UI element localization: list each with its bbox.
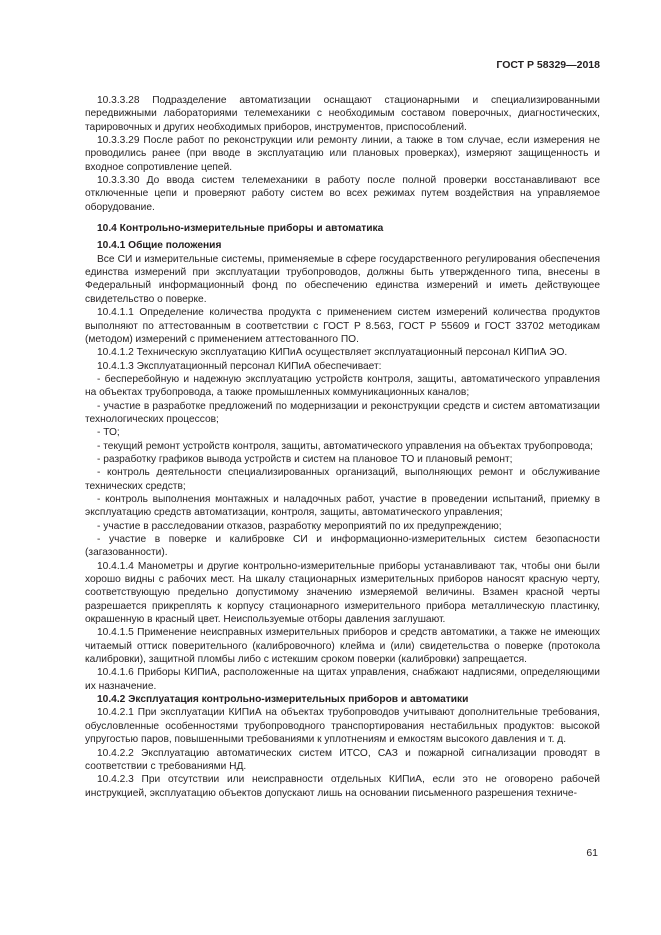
- list-item: - ТО;: [97, 427, 120, 439]
- list-item: - текущий ремонт устройств контроля, защиты, автоматического управления на объектах трубопровода;: [97, 440, 593, 452]
- list-item: - бесперебойную и надежную эксплуатацию устройств контроля, защиты, автоматического управления на объектах трубопровода, а также промышленных коммуникационных каналов;: [85, 373, 600, 399]
- standard-header: ГОСТ Р 58329—2018: [496, 59, 600, 71]
- paragraph-10-4-1-6: 10.4.1.6 Приборы КИПиА, расположенные на щитах управления, снабжают надписями, определяющими их назначение.: [85, 667, 600, 692]
- paragraph-10-3-3-29: 10.3.3.29 После работ по реконструкции или ремонту линии, а также в том случае, если измерения не проводились ранее (при вводе в эксплуатацию или плановых проверках), измеряют защищенность и входное сопротивление цепей.: [85, 135, 600, 173]
- document-body: [85, 94, 600, 800]
- paragraph-10-4-1-2: 10.4.1.2 Техническую эксплуатацию КИПиА осуществляет эксплуатационный персонал КИПиА ЭО.: [97, 347, 568, 359]
- subsection-heading-10-4-2: 10.4.2 Эксплуатация контрольно-измерительных приборов и автоматики: [97, 694, 469, 706]
- list-item: - контроль деятельности специализированных организаций, выполняющих ремонт и обслуживание технических средств;: [85, 467, 600, 492]
- list-item: - участие в расследовании отказов, разработку мероприятий по их предупреждению;: [97, 520, 502, 532]
- subsection-heading-10-4-1: 10.4.1 Общие положения: [97, 240, 222, 252]
- paragraph-10-4-2-3: 10.4.2.3 При отсутствии или неисправности отдельных КИПиА, если это не оговорено рабочей инструкцией, эксплуатацию объектов допускают лишь на основании письменного разрешения техниче-: [85, 774, 600, 799]
- paragraph-10-4-1-4: 10.4.1.4 Манометры и другие контрольно-измерительные приборы устанавливают так, чтобы они были хорошо видны с рабочих мест. На шкалу стационарных измерительных приборов наносят красную черту, соответствующую предельно допустимому значению измеряемой величины. Взамен красной черты разрешается прикреплять к корпусу стационарного измерительного прибора металлическую пластинку, окрашенную в красный цвет. Неиспользуемые отборы давления заглушают.: [85, 560, 600, 626]
- section-heading-10-4: 10.4 Контрольно-измерительные приборы и автоматика: [97, 223, 384, 235]
- paragraph-10-4-2-2: 10.4.2.2 Эксплуатацию автоматических систем ИТСО, САЗ и пожарной сигнализации проводят в соответствии с требованиями НД.: [85, 747, 600, 772]
- paragraph-10-4-1-3: 10.4.1.3 Эксплуатационный персонал КИПиА обеспечивает:: [97, 360, 382, 372]
- list-item: - разработку графиков вывода устройств и систем на плановое ТО и плановый ремонт;: [97, 453, 513, 465]
- paragraph-10-4-1-1: 10.4.1.1 Определение количества продукта с применением систем измерений количества продуктов выполняют по аттестованным в соответствии с ГОСТ Р 8.563, ГОСТ Р 55609 и ГОСТ 33702 методикам (методом) измерений с применением аттестованного ПО.: [85, 307, 600, 345]
- paragraph-10-4-1-5: 10.4.1.5 Применение неисправных измерительных приборов и средств автоматики, а также не имеющих читаемый оттиск поверительного (калибровочного) клейма и (или) свидетельства о поверке (протокола калибровки), защитной пломбы либо с истекшим сроком поверки (калибровки) запрещается.: [85, 627, 600, 666]
- list-item: - участие в разработке предложений по модернизации и реконструкции средств и систем автоматизации технологических процессов;: [85, 400, 600, 425]
- list-item: - контроль выполнения монтажных и наладочных работ, участие в проведении испытаний, приемку в эксплуатацию средств автоматизации, контроля, защиты, автоматического управления;: [85, 493, 600, 519]
- page-number: 61: [586, 847, 598, 859]
- paragraph-10-3-3-30: 10.3.3.30 До ввода систем телемеханики в работу после полной проверки восстанавливают все отключенные цепи и проверяют работу систем во всех режимах путем воздействия на управляемое оборудование.: [85, 175, 600, 213]
- paragraph-general: Все СИ и измерительные системы, применяемые в сфере государственного регулирования обеспечения единства измерений при эксплуатации трубопроводов, должны быть утвержденного типа, внесены в Федеральный информационный фонд по обеспечению единства измерений и иметь действующее свидетельство о поверке.: [85, 253, 600, 305]
- paragraph-10-3-3-28: 10.3.3.28 Подразделение автоматизации оснащают стационарными и специализированными передвижными лабораториями телемеханики с необходимым составом поверочных, диагностических, тарировочных и других необходимых приборов, инструментов, приспособлений.: [85, 95, 600, 133]
- list-item: - участие в поверке и калибровке СИ и информационно-измерительных систем безопасности (загазованности).: [85, 534, 600, 559]
- paragraph-10-4-2-1: 10.4.2.1 При эксплуатации КИПиА на объектах трубопроводов учитывают дополнительные требования, обусловленные особенностями трубопроводного транспортирования нестабильных продуктов: высокой упругостью паров, повышенными требованиями к уплотнениям и емкостям высокого давления и т. д.: [85, 707, 600, 746]
